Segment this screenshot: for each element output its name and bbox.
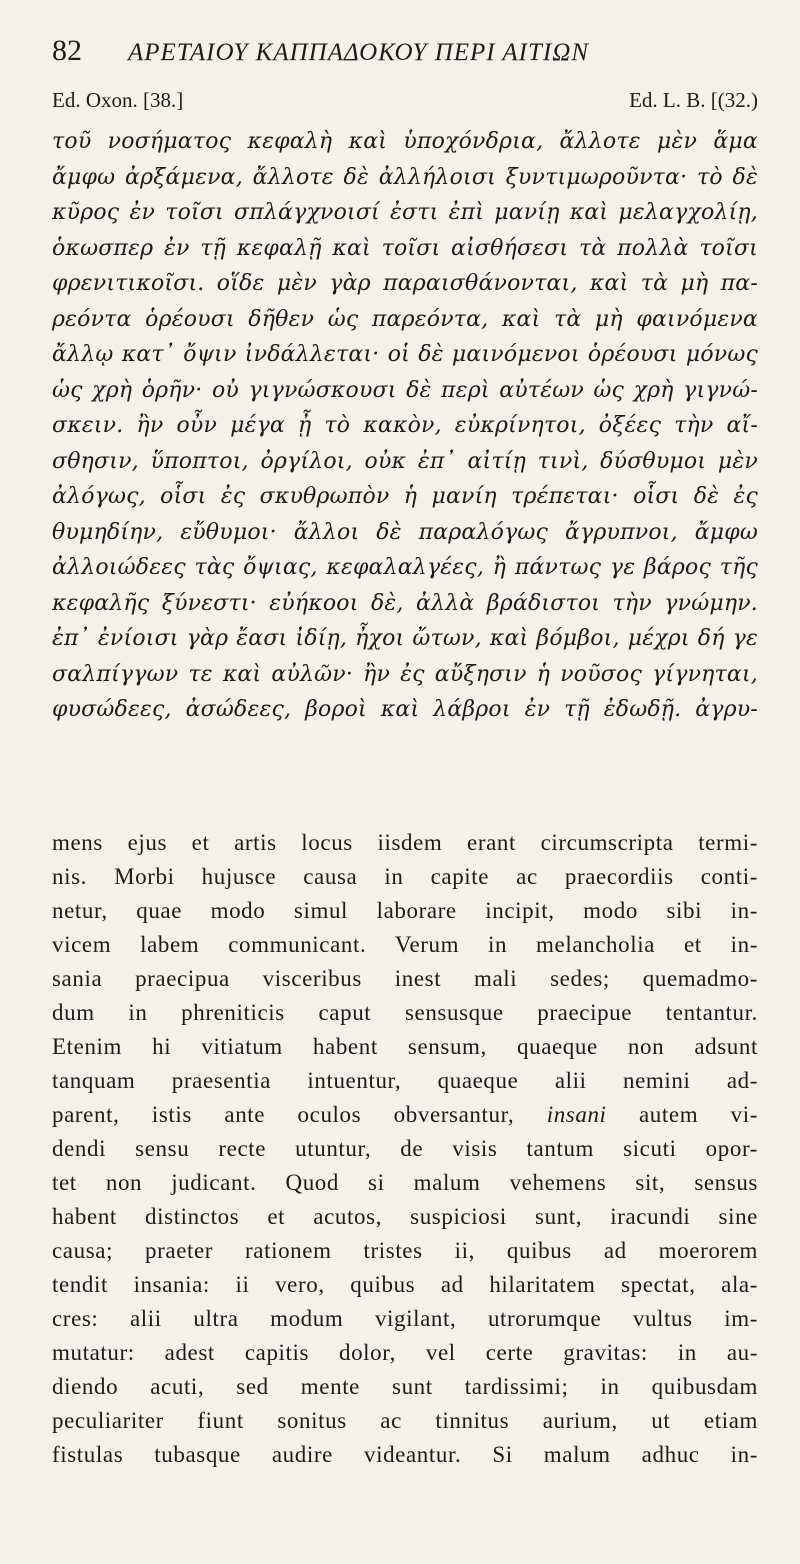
greek-line: ἀλλοιώδεες τὰς ὄψιας, κεφαλαλγέες, ἢ πάντως γε βάρος τῆς — [52, 555, 758, 580]
latin-line: nis. Morbi hujusce causa in capite ac praecordiis conti- — [52, 863, 758, 889]
greek-line: σαλπίγγων τε καὶ αὐλῶν· ἢν ἐς αὔξησιν ἡ νοῦσος γίγνηται, — [52, 661, 758, 687]
latin-line: tet non judicant. Quod si malum vehemens sit, sensus — [52, 1169, 758, 1195]
latin-line: tanquam praesentia intuentur, quaeque alii nemini ad- — [52, 1067, 758, 1093]
greek-line: φυσώδεες, ἀσώδεες, βοροὶ καὶ λάβροι ἐν τῇ ἐδωδῇ. ἀγρυ- — [52, 697, 758, 722]
latin-line: cres: alii ultra modum vigilant, utrorumque vultus im- — [52, 1305, 758, 1331]
running-title: ΑΡΕΤΑΙΟΥ ΚΑΠΠΑΔΟΚΟΥ ΠΕΡΙ ΑΙΤΙΩΝ — [128, 39, 589, 66]
edition-oxford: Ed. Oxon. [38.] — [52, 88, 184, 112]
latin-line — [52, 1098, 758, 1132]
greek-line: κῦρος ἐν τοῖσι σπλάγχνοισί ἐστι ἐπὶ μανίῃ καὶ μελαγχολίῃ, — [52, 200, 758, 225]
greek-line: σκειν. ἢν οὖν μέγα ᾖ τὸ κακὸν, εὐκρίνητοι, ὀξέες τὴν αἴ- — [52, 413, 758, 438]
latin-line-text: parent, istis ante oculos obversantur, — [52, 1101, 547, 1127]
italic-word: insani — [546, 1101, 607, 1127]
latin-line: netur, quae modo simul laborare incipit, modo sibi in- — [52, 897, 758, 923]
running-head — [52, 34, 758, 84]
latin-line: dendi sensu recte utuntur, de visis tantum sicuti opor- — [52, 1135, 758, 1161]
latin-line: fistulas tubasque audire videantur. Si malum adhuc in- — [52, 1441, 758, 1467]
greek-line: ρεόντα ὁρέουσι δῆθεν ὡς παρεόντα, καὶ τὰ μὴ φαινόμενα — [52, 306, 758, 332]
greek-line: ἀλόγως, οἷσι ἐς σκυθρωπὸν ἡ μανίη τρέπεται· οἷσι δὲ ἐς — [52, 484, 758, 509]
greek-line: σθησιν, ὕποπτοι, ὀργίλοι, οὐκ ἐπ᾽ αἰτίῃ τινὶ, δύσθυμοι μὲν — [52, 448, 758, 474]
show-through-area — [52, 734, 758, 798]
latin-line: tendit insania: ii vero, quibus ad hilaritatem spectat, ala- — [52, 1271, 758, 1297]
latin-line: sania praecipua visceribus inest mali sedes; quemadmo- — [52, 965, 758, 991]
greek-line: ὡς χρὴ ὁρῆν· οὐ γιγνώσκουσι δὲ περὶ αὐτέων ὡς χρὴ γιγνώ- — [52, 377, 758, 403]
edition-leiden: Ed. L. B. [(32.) — [629, 88, 758, 112]
edition-reference — [52, 88, 758, 122]
latin-line: Etenim hi vitiatum habent sensum, quaeque non adsunt — [52, 1033, 758, 1059]
greek-line: κεφαλῆς ξύνεστι· εὐήκοοι δὲ, ἀλλὰ βράδιστοι τὴν γνώμην. — [52, 590, 758, 616]
latin-line: habent distinctos et acutos, suspiciosi sunt, iracundi sine — [52, 1203, 758, 1229]
greek-line: ἄμφω ἀρξάμενα, ἄλλοτε δὲ ἀλλήλοισι ξυντιμωροῦντα· τὸ δὲ — [52, 164, 758, 190]
latin-line: vicem labem communicant. Verum in melancholia et in- — [52, 931, 758, 957]
latin-line: peculiariter fiunt sonitus ac tinnitus aurium, ut etiam — [52, 1407, 758, 1433]
greek-line: ἄλλῳ κατ᾽ ὄψιν ἰνδάλλεται· οἱ δὲ μαινόμενοι ὁρέουσι μόνως — [52, 342, 758, 367]
greek-line: τοῦ νοσήματος κεφαλὴ καὶ ὑποχόνδρια, ἄλλοτε μὲν ἅμα — [52, 129, 758, 154]
latin-line-tail: autem vi- — [606, 1101, 758, 1127]
greek-line: ἐπ᾽ ἐνίοισι γὰρ ἔασι ἰδίῃ, ἦχοι ὤτων, καὶ βόμβοι, μέχρι δή γε — [52, 626, 758, 651]
greek-line: φρενιτικοῖσι. οἵδε μὲν γὰρ παραισθάνονται, καὶ τὰ μὴ πα- — [52, 271, 758, 296]
page-number: 82 — [52, 34, 82, 67]
latin-text-block — [52, 826, 758, 1472]
greek-line: ὁκωσπερ ἐν τῇ κεφαλῇ καὶ τοῖσι αἰσθήσεσι τὰ πολλὰ τοῖσι — [52, 235, 758, 261]
latin-line: causa; praeter rationem tristes ii, quibus ad moerorem — [52, 1237, 758, 1263]
greek-line: θυμηδίην, εὔθυμοι· ἄλλοι δὲ παραλόγως ἄγρυπνοι, ἄμφω — [52, 519, 758, 545]
latin-line: dum in phreniticis caput sensusque praecipue tentantur. — [52, 999, 758, 1025]
greek-text-block — [52, 124, 758, 728]
latin-line: diendo acuti, sed mente sunt tardissimi; in quibusdam — [52, 1373, 758, 1399]
latin-line: mens ejus et artis locus iisdem erant circumscripta termi- — [52, 829, 758, 855]
latin-line: mutatur: adest capitis dolor, vel certe gravitas: in au- — [52, 1339, 758, 1365]
